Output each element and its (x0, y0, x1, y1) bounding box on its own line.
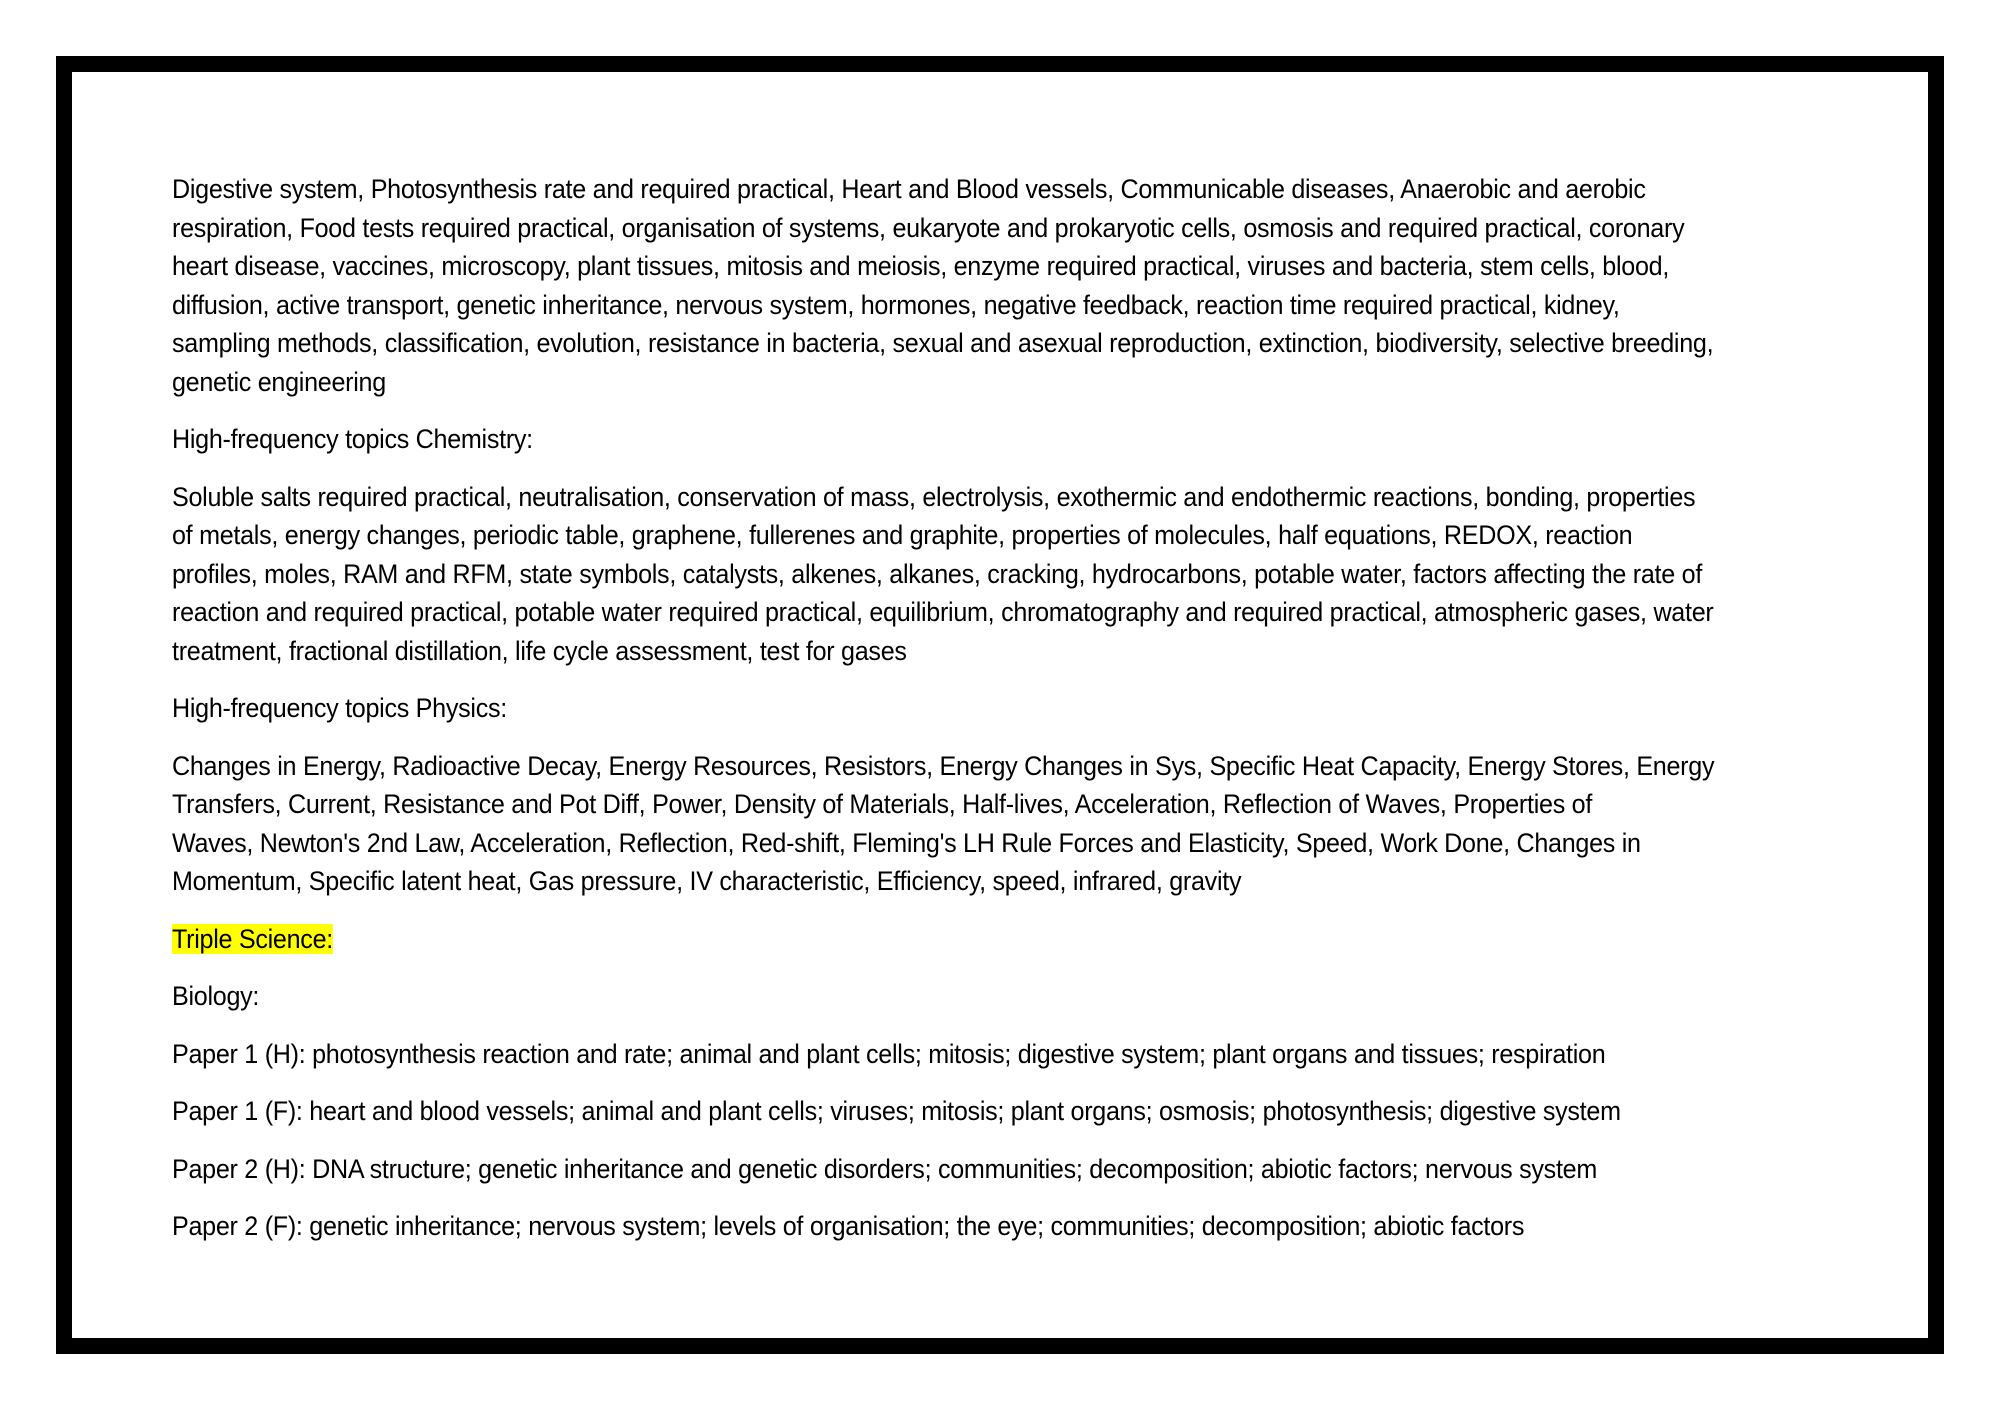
paper2-foundation-topics: Paper 2 (F): genetic inheritance; nervous system; levels of organisation; the eye; communities; decomposition; abiotic factors (172, 1211, 1525, 1241)
biology-topics-paragraph: Digestive system, Photosynthesis rate and required practical, Heart and Blood vessels, Communicable diseases, Anaerobic and aerobic respiration, Food tests required practical, organisation of systems, eukaryote and prokaryotic cells, osmosis and required practical, coronary heart disease, vaccines, microscopy, plant tissues, mitosis and meiosis, enzyme required practical, viruses and bacteria, stem cells, blood, diffusion, active transport, genetic inheritance, nervous system, hormones, negative feedback, reaction time required practical, kidney, sampling methods, classification, evolution, resistance in bacteria, sexual and asexual reproduction, extinction, biodiversity, selective breeding, genetic engineering (172, 174, 1714, 397)
paper1-foundation-topics: Paper 1 (F): heart and blood vessels; animal and plant cells; viruses; mitosis; plant organs; osmosis; photosynthesis; digestive system (172, 1096, 1621, 1126)
triple-science-heading: Triple Science: (172, 923, 333, 954)
chemistry-heading: High-frequency topics Chemistry: (172, 424, 533, 454)
paper1-higher-topics: Paper 1 (H): photosynthesis reaction and rate; animal and plant cells; mitosis; digestive system; plant organs and tissues; respiration (172, 1038, 1606, 1069)
biology-heading: Biology: (172, 981, 260, 1011)
physics-topics-line-1: Changes in Energy, Radioactive Decay, Energy Resources, Resistors, Energy Changes in Sys, Specific Heat Capacity, Energy Stores, Energy Transfers, Current, Resistance and Pot Diff, Power, Density of Materials, Half-lives, Acceleration, Reflection of Waves, Properties of (172, 750, 1715, 819)
triple-science-heading-row (172, 920, 1716, 959)
physics-topics-line-2: Waves, Newton's 2nd Law, Acceleration, Reflection, Red-shift, Fleming's LH Rule Forces and Elasticity, Speed, Work Done, Changes in Momentum, Specific latent heat, Gas pressure, IV characteristic, Efficiency, speed, infrared, gravity (172, 827, 1641, 896)
paper2-higher-topics: Paper 2 (H): DNA structure; genetic inheritance and genetic disorders; communities; decomposition; abiotic factors; nervous system (172, 1153, 1597, 1184)
chemistry-topics-paragraph: Soluble salts required practical, neutralisation, conservation of mass, electrolysis, exothermic and endothermic reactions, bonding, properties of metals, energy changes, periodic table, graphene, fullerenes and graphite, properties of molecules, half equations, REDOX, reaction profiles, moles, RAM and RFM, state symbols, catalysts, alkenes, alkanes, cracking, hydrocarbons, potable water, factors affecting the rate of reaction and required practical, potable water required practical, equilibrium, chromatography and required practical, atmospheric gases, water treatment, fractional distillation, life cycle assessment, test for gases (172, 481, 1714, 666)
physics-heading: High-frequency topics Physics: (172, 693, 507, 723)
document-body (172, 170, 1716, 1265)
physics-topics-paragraph (172, 747, 1716, 901)
